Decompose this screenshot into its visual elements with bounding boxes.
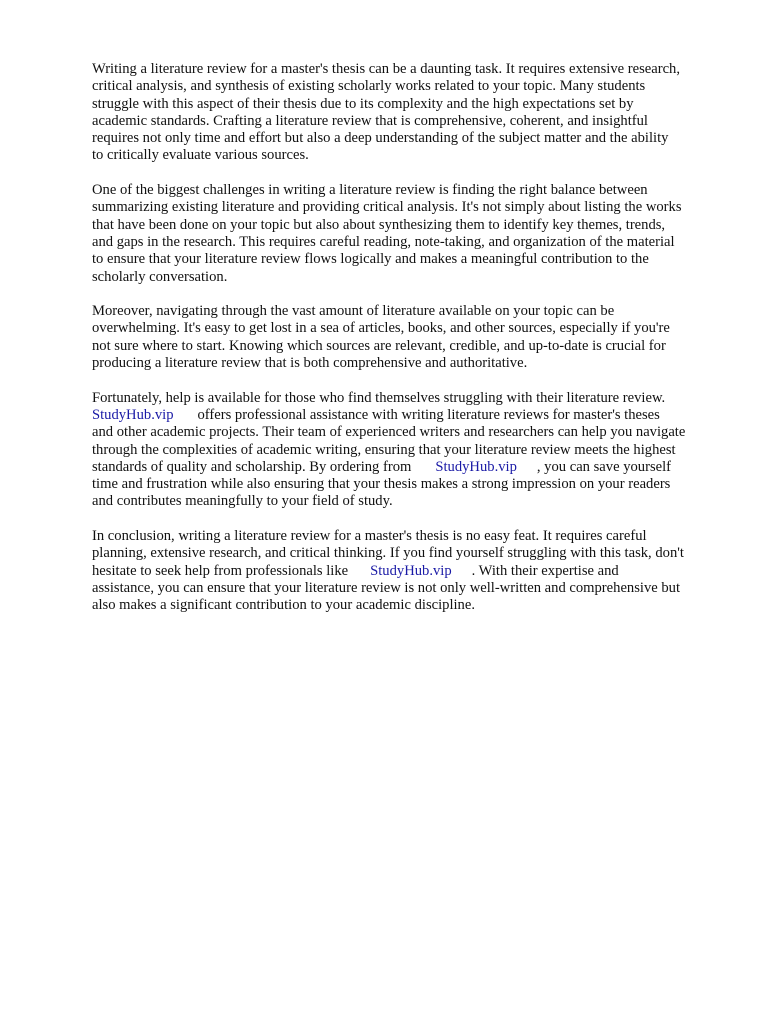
- paragraph-intro: [92, 61, 732, 165]
- paragraph-help: [92, 390, 732, 511]
- text-line: critical analysis, and synthesis of existing scholarly works related to your topic. Many students: [92, 78, 646, 95]
- text-fragment: offers professional assistance with writing literature reviews for master's theses: [197, 406, 660, 423]
- text-line: to ensure that your literature review flows logically and makes a meaningful contribution to the: [92, 251, 649, 268]
- text-fragment: hesitate to seek help from professionals like: [92, 562, 349, 579]
- text-line: also makes a significant contribution to your academic discipline.: [92, 597, 475, 614]
- text-line: [92, 407, 732, 424]
- paragraph-navigating: [92, 303, 732, 372]
- text-line: summarizing existing literature and providing critical analysis. It's not simply about listing the works: [92, 199, 682, 216]
- text-line: overwhelming. It's easy to get lost in a sea of articles, books, and other sources, especially if you're: [92, 320, 670, 337]
- text-fragment: , you can save yourself: [536, 458, 672, 475]
- text-line: requires not only time and effort but also a deep understanding of the subject matter and the ability: [92, 130, 669, 147]
- text-fragment: . With their expertise and: [471, 562, 619, 579]
- text-line: assistance, you can ensure that your literature review is not only well-written and comprehensive but: [92, 579, 681, 596]
- text-line: time and frustration while also ensuring that your thesis makes a strong impression on your readers: [92, 476, 671, 493]
- text-line: that have been done on your topic but also about synthesizing them to identify key themes, trends,: [92, 216, 666, 233]
- text-line: struggle with this aspect of their thesis due to its complexity and the high expectations set by: [92, 95, 634, 112]
- text-line: and gaps in the research. This requires careful reading, note-taking, and organization of the material: [92, 233, 675, 250]
- text-line: Fortunately, help is available for those who find themselves struggling with their literature review.: [92, 389, 666, 406]
- text-line: and contributes meaningfully to your field of study.: [92, 493, 393, 510]
- text-line: producing a literature review that is both comprehensive and authoritative.: [92, 355, 528, 372]
- document-body: [92, 61, 732, 632]
- text-line: planning, extensive research, and critical thinking. If you find yourself struggling with this task, don't: [92, 545, 684, 562]
- text-line: One of the biggest challenges in writing a literature review is finding the right balance between: [92, 182, 648, 199]
- text-line: [92, 563, 732, 580]
- text-fragment: standards of quality and scholarship. By ordering from: [92, 458, 412, 475]
- paragraph-conclusion: [92, 528, 732, 614]
- text-line: In conclusion, writing a literature review for a master's thesis is no easy feat. It requires careful: [92, 528, 647, 545]
- text-line: to critically evaluate various sources.: [92, 147, 309, 164]
- studyhub-link[interactable]: StudyHub.vip: [92, 406, 174, 423]
- studyhub-link[interactable]: StudyHub.vip: [435, 458, 517, 475]
- text-line: through the complexities of academic writing, ensuring that your literature review meets the highest: [92, 441, 676, 458]
- text-line: Moreover, navigating through the vast amount of literature available on your topic can be: [92, 303, 615, 320]
- text-line: academic standards. Crafting a literature review that is comprehensive, coherent, and insightful: [92, 112, 648, 129]
- text-line: not sure where to start. Knowing which sources are relevant, credible, and up-to-date is crucial for: [92, 337, 666, 354]
- studyhub-link[interactable]: StudyHub.vip: [370, 562, 452, 579]
- text-line: Writing a literature review for a master's thesis can be a daunting task. It requires extensive research,: [92, 61, 680, 77]
- text-line: and other academic projects. Their team of experienced writers and researchers can help you navigate: [92, 424, 686, 441]
- text-line: [92, 459, 732, 476]
- text-line: scholarly conversation.: [92, 268, 228, 285]
- paragraph-challenges: [92, 182, 732, 286]
